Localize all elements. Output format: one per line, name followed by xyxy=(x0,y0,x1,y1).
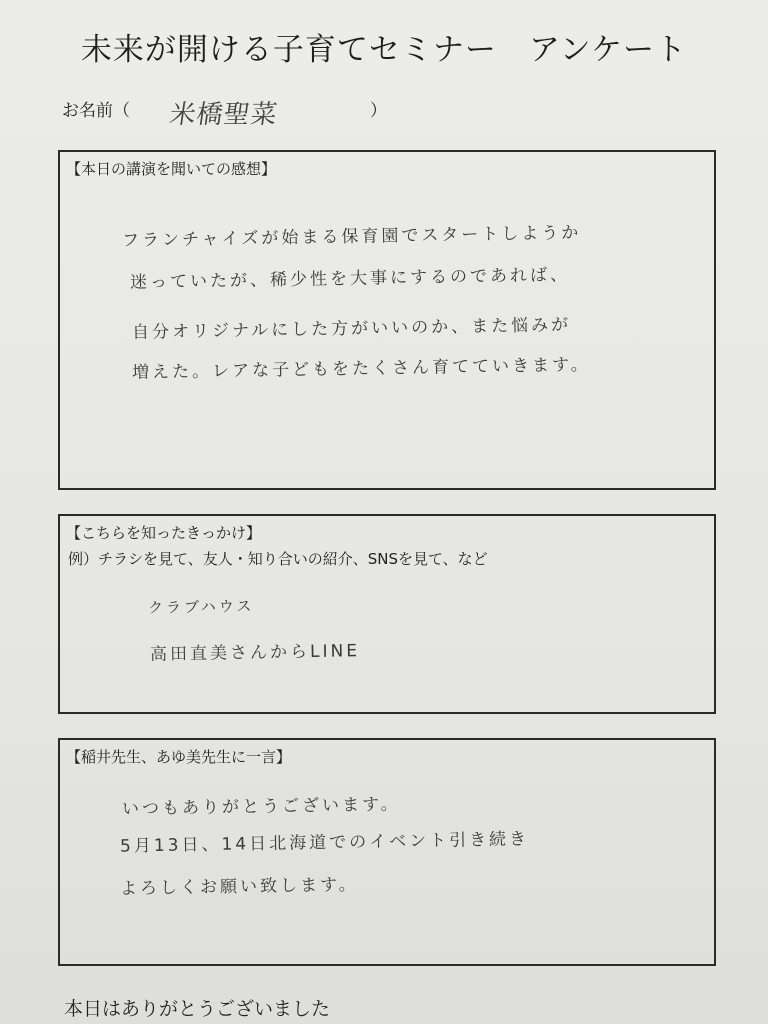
impressions-line: 増えた。レアな子どもをたくさん育てていきます。 xyxy=(131,354,591,384)
name-close-paren: ） xyxy=(370,101,387,121)
message-line: よろしくお願い致します。 xyxy=(119,874,359,900)
survey-title: 未来が開ける子育てセミナー アンケート xyxy=(80,32,688,68)
impressions-line: フランチャイズが始まる保育園でスタートしようか xyxy=(121,222,582,252)
trigger-label: 【こちらを知ったきっかけ】 xyxy=(66,524,262,542)
handwritten-name: 米橋聖菜 xyxy=(167,100,280,130)
message-box xyxy=(58,738,716,966)
trigger-line: 高田直美さんからLINE xyxy=(149,641,361,665)
trigger-box xyxy=(58,514,716,714)
impressions-line: 自分オリジナルにした方がいいのか、また悩みが xyxy=(131,315,572,343)
impressions-label: 【本日の講演を聞いての感想】 xyxy=(66,160,277,178)
impressions-box xyxy=(58,150,716,490)
footer-thanks: 本日はありがとうございました xyxy=(64,998,331,1020)
trigger-line: クラブハウス xyxy=(147,597,255,617)
impressions-line: 迷っていたが、稀少性を大事にするのであれば、 xyxy=(129,265,571,293)
message-label: 【稲井先生、あゆ美先生に一言】 xyxy=(66,748,292,766)
trigger-example: 例）チラシを見て、友人・知り合いの紹介、SNSを見て、など xyxy=(68,550,488,568)
message-line: いつもありがとうございます。 xyxy=(121,794,401,820)
message-line: 5月13日、14日北海道でのイベント引き続き xyxy=(119,829,530,857)
name-label: お名前（ xyxy=(62,101,130,121)
